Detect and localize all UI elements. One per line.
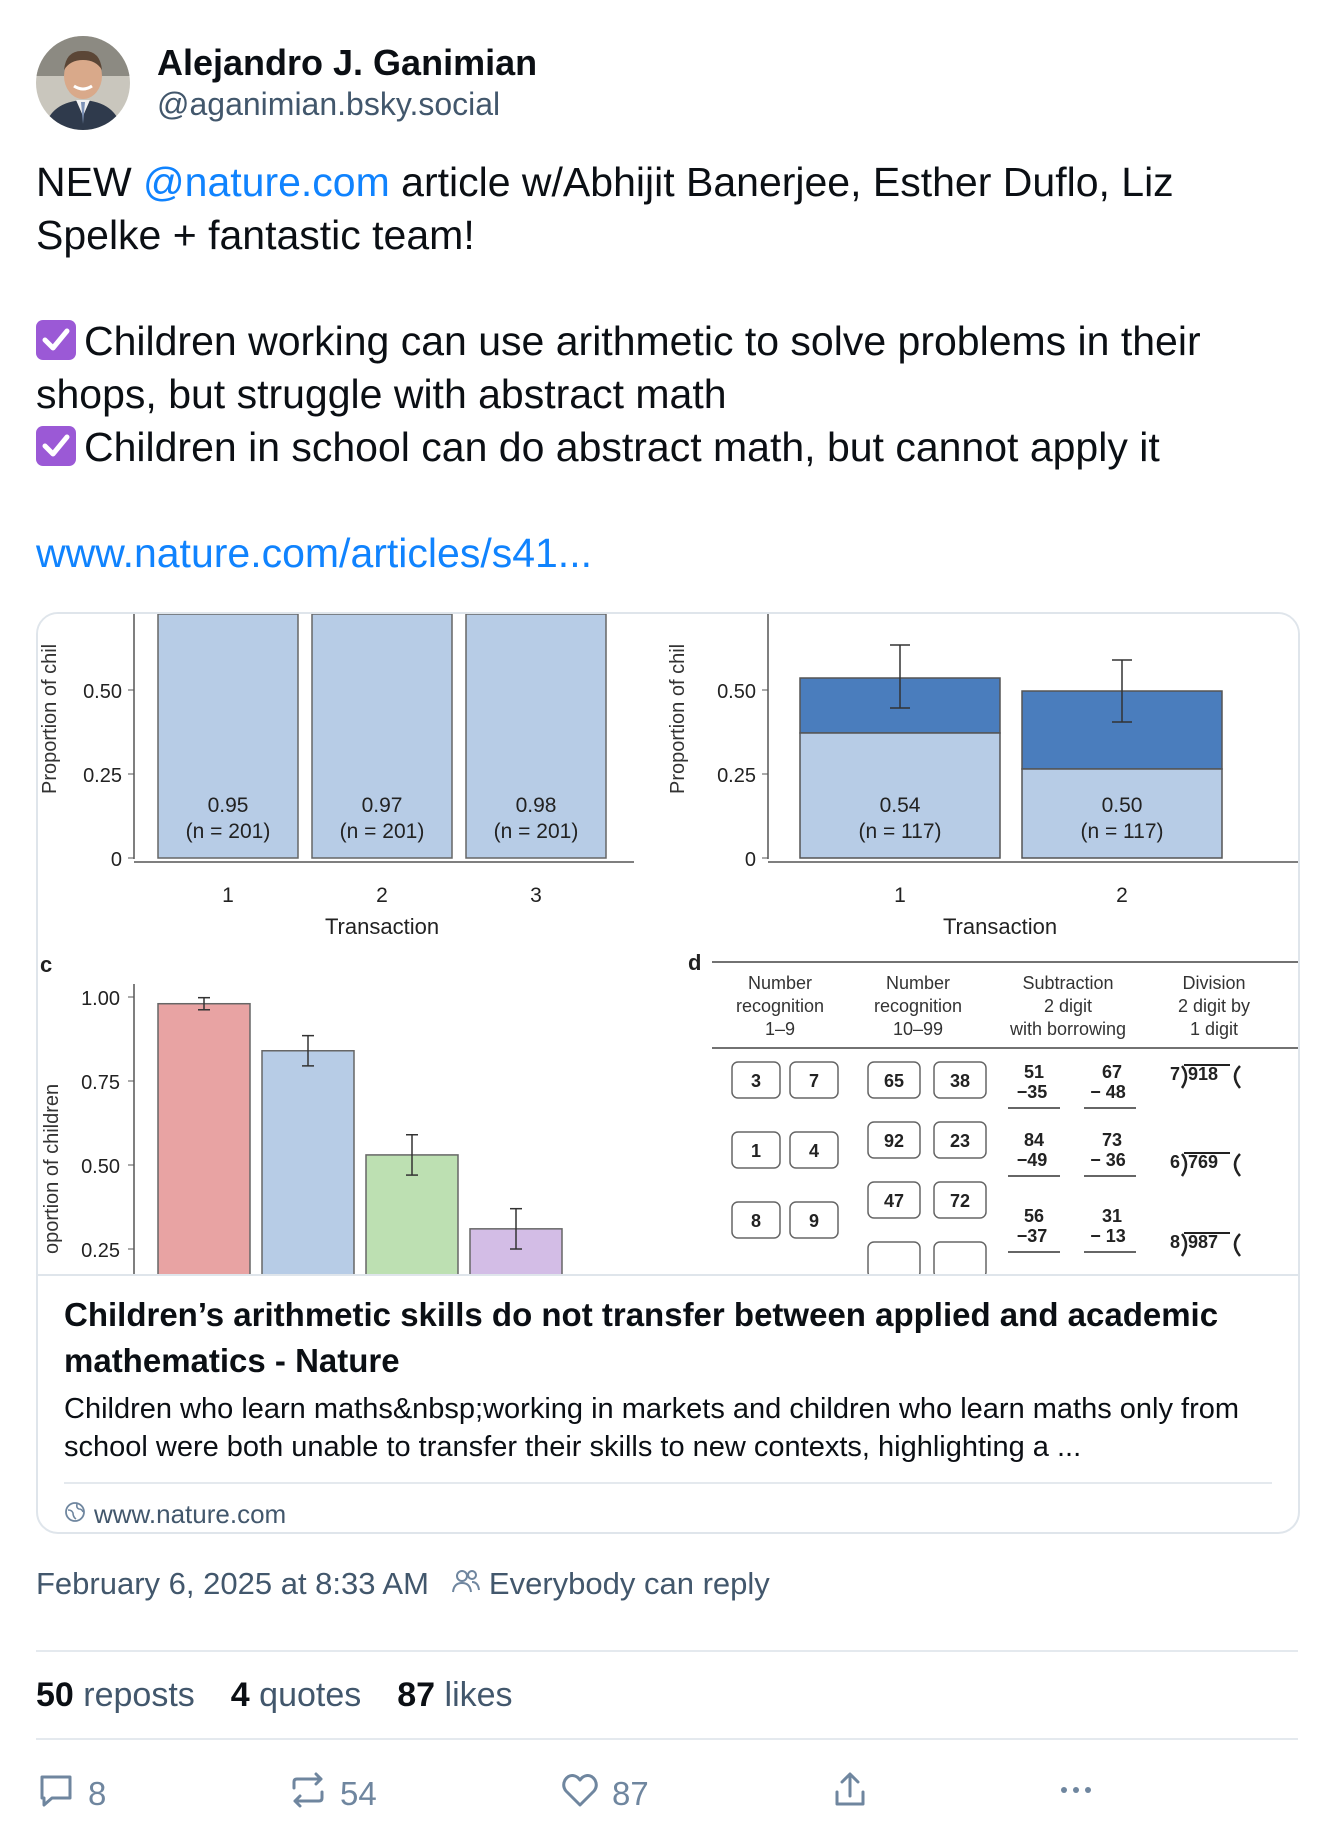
panel-a-ylabel: Proportion of chil [39, 643, 61, 794]
panel-d-header: Number [885, 973, 951, 993]
panel-c-label: c [40, 952, 53, 977]
panel-b-ylabel: Proportion of chil [667, 643, 689, 794]
panel-d-cell: 31 [1101, 1206, 1123, 1226]
panel-d-cell: 7 [1170, 1064, 1181, 1084]
panel-d-cell: − 48 [1090, 1082, 1126, 1102]
check-mark-icon [36, 320, 76, 360]
post-bullet-2 [36, 421, 1298, 474]
panel-b-bar-label: 0.50 [1101, 794, 1143, 817]
card-domain [64, 1494, 286, 1534]
panel-c-bar [158, 1004, 250, 1274]
panel-b-bar-label: 0.54 [879, 794, 921, 817]
panel-d-cell: 1 [750, 1141, 762, 1161]
panel-d-cell: 67 [1101, 1062, 1123, 1082]
panel-d-cell: 92 [883, 1131, 905, 1151]
panel-b-n-label: (n = 117) [858, 820, 942, 843]
panel-d-cell: 8 [1170, 1232, 1181, 1252]
panel-d-cell: 9 [808, 1211, 820, 1231]
panel-a-ytick: 0.50 [83, 681, 122, 703]
comment-icon [36, 1770, 76, 1818]
like-button[interactable] [560, 1770, 649, 1818]
panel-d-cell: −37 [1016, 1226, 1048, 1246]
post-intro-suffix: article w/Abhijit Banerjee, Esther Duflo, Liz Spelke + fantastic team! [36, 159, 1174, 258]
heart-icon [560, 1770, 600, 1818]
panel-b-ytick: 0 [744, 849, 756, 871]
bullet-1-text: Children working can use arithmetic to solve problems in their shops, but struggle with abstract math [36, 318, 1201, 417]
panel-d-header: Subtraction [1022, 973, 1114, 993]
panel-a-xlabel: Transaction [324, 914, 440, 939]
panel-d-cell: 84 [1023, 1130, 1045, 1150]
panel-b-xlabel: Transaction [942, 914, 1058, 939]
article-link[interactable]: www.nature.com/articles/s41... [36, 530, 592, 576]
people-icon [451, 1566, 481, 1602]
panel-a-ytick: 0 [110, 849, 122, 871]
panel-c-ytick: 1.00 [81, 988, 120, 1010]
panel-d-cell: 7 [808, 1071, 820, 1091]
post-meta [36, 1566, 770, 1602]
panel-a-bar-label: 0.95 [207, 794, 249, 817]
card-title[interactable]: Children’s arithmetic skills do not transfer between applied and academic mathematics - Nature [64, 1296, 1219, 1379]
panel-b-ytick: 0.50 [717, 681, 756, 703]
author-handle[interactable]: @aganimian.bsky.social [157, 86, 501, 122]
post-stats [36, 1676, 513, 1715]
panel-b-n-label: (n = 117) [1080, 820, 1164, 843]
panel-d-table [688, 950, 1298, 1274]
panel-a-bar-label: 0.97 [361, 794, 403, 817]
reply-setting-text: Everybody can reply [488, 1566, 770, 1601]
panel-d-cell: 4 [808, 1141, 820, 1161]
post-bullet-1 [36, 315, 1298, 421]
panel-d-header: 1–9 [764, 1019, 796, 1039]
share-icon [830, 1770, 870, 1818]
panel-d-cell: 38 [949, 1071, 971, 1091]
panel-d-header: Number [747, 973, 813, 993]
likes-count: 87 [397, 1676, 436, 1714]
panel-d-cell: 72 [949, 1191, 971, 1211]
panel-a-n-label: (n = 201) [339, 820, 425, 843]
panel-d-cell: − 36 [1090, 1150, 1126, 1170]
panel-c-chart [40, 952, 562, 1274]
panel-d-header: Division [1182, 973, 1246, 993]
divider [36, 1738, 1298, 1740]
panel-a-xtick: 2 [376, 884, 388, 907]
panel-d-cell: −49 [1016, 1150, 1048, 1170]
reply-button[interactable] [36, 1770, 106, 1818]
panel-d-cell: 918 [1188, 1064, 1219, 1084]
panel-a-n-label: (n = 201) [493, 820, 579, 843]
panel-d-header: 2 digit [1043, 996, 1093, 1016]
panel-a-n-label: (n = 201) [185, 820, 271, 843]
panel-d-cell: 51 [1023, 1062, 1045, 1082]
more-icon [1056, 1770, 1096, 1818]
more-options-button[interactable] [1056, 1770, 1096, 1818]
card-domain-text: www.nature.com [94, 1498, 287, 1529]
timestamp[interactable]: February 6, 2025 at 8:33 AM [36, 1566, 429, 1601]
panel-d-cell: 769 [1188, 1152, 1219, 1172]
panel-c-ylabel: oportion of children [41, 1083, 63, 1254]
panel-c-ytick: 0.75 [81, 1072, 120, 1094]
repost-icon [288, 1770, 328, 1818]
panel-d-cell: 65 [883, 1071, 905, 1091]
panel-b-ytick: 0.25 [717, 765, 756, 787]
post-intro-prefix: NEW [36, 159, 144, 205]
panel-a-bar-label: 0.98 [515, 794, 557, 817]
panel-d-cell: 6 [1170, 1152, 1181, 1172]
panel-d-cell: − 13 [1090, 1226, 1126, 1246]
panel-d-header: recognition [735, 996, 825, 1016]
panel-c-bars [158, 998, 562, 1274]
mention-link[interactable]: @nature.com [143, 159, 390, 205]
panel-d-cell: 47 [883, 1191, 905, 1211]
panel-d-cell: 987 [1188, 1232, 1219, 1252]
quotes-stat[interactable] [231, 1676, 361, 1715]
panel-d-header: 10–99 [892, 1019, 944, 1039]
action-bar [36, 1770, 1298, 1830]
panel-c-ytick: 0.50 [81, 1156, 120, 1178]
panel-d-cell: 3 [750, 1071, 762, 1091]
panel-a-xtick: 1 [222, 884, 234, 907]
panel-d-cell: 23 [949, 1131, 971, 1151]
likes-stat[interactable] [397, 1676, 512, 1715]
panel-d-cell: 8 [750, 1211, 762, 1231]
panel-d-header: recognition [873, 996, 963, 1016]
panel-d-header: 1 digit [1189, 1019, 1239, 1039]
panel-d-header: 2 digit by [1177, 996, 1251, 1016]
check-mark-icon [36, 426, 76, 466]
author-name[interactable]: Alejandro J. Ganimian [157, 42, 538, 83]
reposts-label: reposts [83, 1676, 195, 1714]
panel-d-header: with borrowing [1009, 1019, 1127, 1039]
reposts-stat[interactable] [36, 1676, 195, 1715]
avatar[interactable] [36, 36, 130, 130]
panel-c-ytick: 0.25 [81, 1240, 120, 1262]
like-count: 87 [612, 1775, 649, 1812]
quotes-label: quotes [259, 1676, 362, 1714]
reposts-count: 50 [36, 1676, 74, 1714]
panel-c-bar [262, 1051, 354, 1274]
reply-setting[interactable] [451, 1566, 770, 1602]
card-divider [64, 1482, 1272, 1484]
reply-count: 8 [88, 1775, 107, 1812]
likes-label: likes [444, 1676, 513, 1714]
panel-a-chart [39, 614, 634, 939]
panel-d-cell: −35 [1016, 1082, 1048, 1102]
panel-b-chart [667, 614, 1298, 939]
link-preview-card[interactable] [36, 612, 1300, 1534]
post-intro [36, 156, 1298, 262]
panel-a-xtick: 3 [530, 884, 542, 907]
post-text [36, 156, 1298, 580]
panel-d-cell: 73 [1101, 1130, 1123, 1150]
repost-count: 54 [340, 1775, 377, 1812]
globe-icon [64, 1499, 86, 1530]
share-button[interactable] [830, 1770, 870, 1818]
card-description: Children who learn maths&nbsp;working in markets and children who learn maths only from school were both unable to transfer their skills to new contexts, highlighting a ... [64, 1393, 1240, 1463]
bullet-2-text: Children in school can do abstract math, but cannot apply it [84, 424, 1160, 470]
panel-a-ytick: 0.25 [83, 765, 122, 787]
panel-d-cell: 56 [1023, 1206, 1045, 1226]
quotes-count: 4 [230, 1676, 250, 1714]
panel-b-xtick: 1 [894, 884, 906, 907]
panel-d-label: d [688, 950, 702, 975]
repost-button[interactable] [288, 1770, 377, 1818]
panel-b-xtick: 2 [1116, 884, 1128, 907]
divider [36, 1650, 1298, 1652]
article-figure [38, 614, 1298, 1276]
